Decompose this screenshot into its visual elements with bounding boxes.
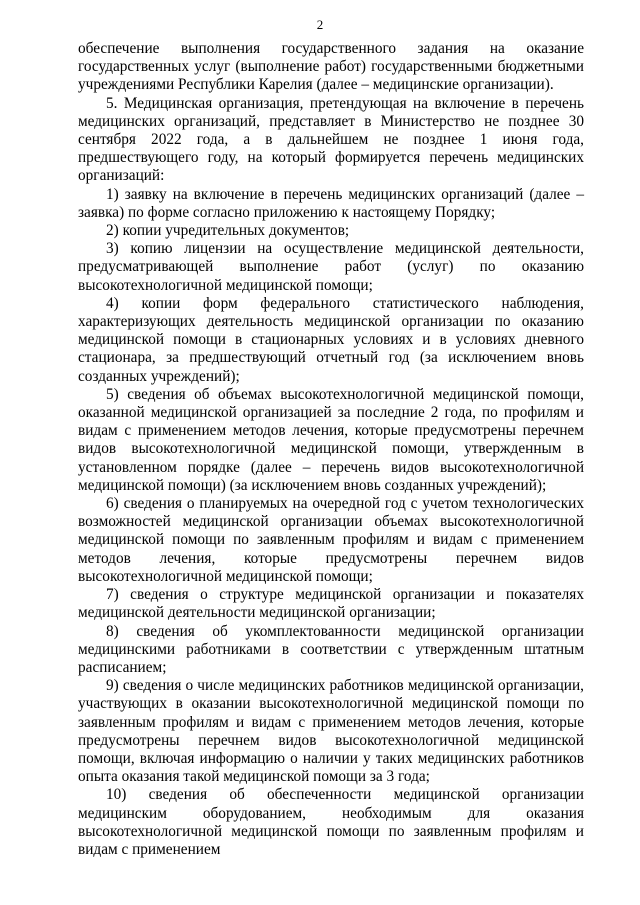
list-item-2: 2) копии учредительных документов; (106, 222, 350, 240)
page-number: 2 (316, 17, 324, 32)
list-item-6: 6) сведения о планируемых на очередной год с учетом технологических возможностей медицинской организации объемах высокотехнологичной медицинской помощи по заявленным профилям и видам с применением методов лечения, которые предусмотрены перечнем видов высокотехнологичной медицинской помощи; (78, 495, 584, 585)
list-item-3: 3) копию лицензии на осуществление медицинской деятельности, предусматривающей выполнение работ (услуг) по оказанию высокотехнологичной медицинской помощи; (78, 240, 584, 294)
list-item-1: 1) заявку на включение в перечень медицинских организаций (далее – заявка) по форме согласно приложению к настоящему Порядку; (78, 185, 584, 221)
paragraph-continuation: обеспечение выполнения государственного задания на оказание государственных услуг (выполнение работ) государственными бюджетными учреждениями Республики Карелия (далее – медицинские организации). (78, 40, 584, 94)
document-body (78, 40, 584, 859)
paragraph-item-5: 5. Медицинская организация, претендующая на включение в перечень медицинских организаций, представляет в Министерство не позднее 30 сентября 2022 года, а в дальнейшем не позднее 1 июня года, предшествующего году, на который формируется перечень медицинских организаций: (78, 94, 584, 185)
list-item-7: 7) сведения о структуре медицинской организации и показателях медицинской деятельности медицинской организации; (78, 586, 584, 622)
list-item-10: 10) сведения об обеспеченности медицинской организации медицинским оборудованием, необходимым для оказания высокотехнологичной медицинской помощи по заявленным профилям и видам с применением (78, 786, 584, 858)
list-item-5: 5) сведения об объемах высокотехнологичной медицинской помощи, оказанной медицинской организацией за последние 2 года, по профилям и видам с применением методов лечения, которые предусмотрены перечнем видов высокотехнологичной медицинской помощи, утвержденным в установленном порядке (далее – перечень видов высокотехнологичной медицинской помощи) (за исключением вновь созданных учреждений); (78, 385, 584, 494)
list-item-4: 4) копии форм федерального статистического наблюдения, характеризующих деятельность медицинской организации по оказанию медицинской помощи в стационарных условиях и в условиях дневного стационара, за предшествующий отчетный год (за исключением вновь созданных учреждений); (78, 294, 584, 385)
list-item-8: 8) сведения об укомплектованности медицинской организации медицинскими работниками в соответствии с утвержденным штатным расписанием; (78, 622, 584, 676)
list-item-9: 9) сведения о числе медицинских работников медицинской организации, участвующих в оказании высокотехнологичной медицинской помощи по заявленным профилям и видам с применением методов лечения, которые предусмотрены перечнем видов высокотехнологичной медицинской помощи, включая информацию о наличии у таких медицинских работников опыта оказания такой медицинской помощи за 3 года; (78, 677, 584, 786)
